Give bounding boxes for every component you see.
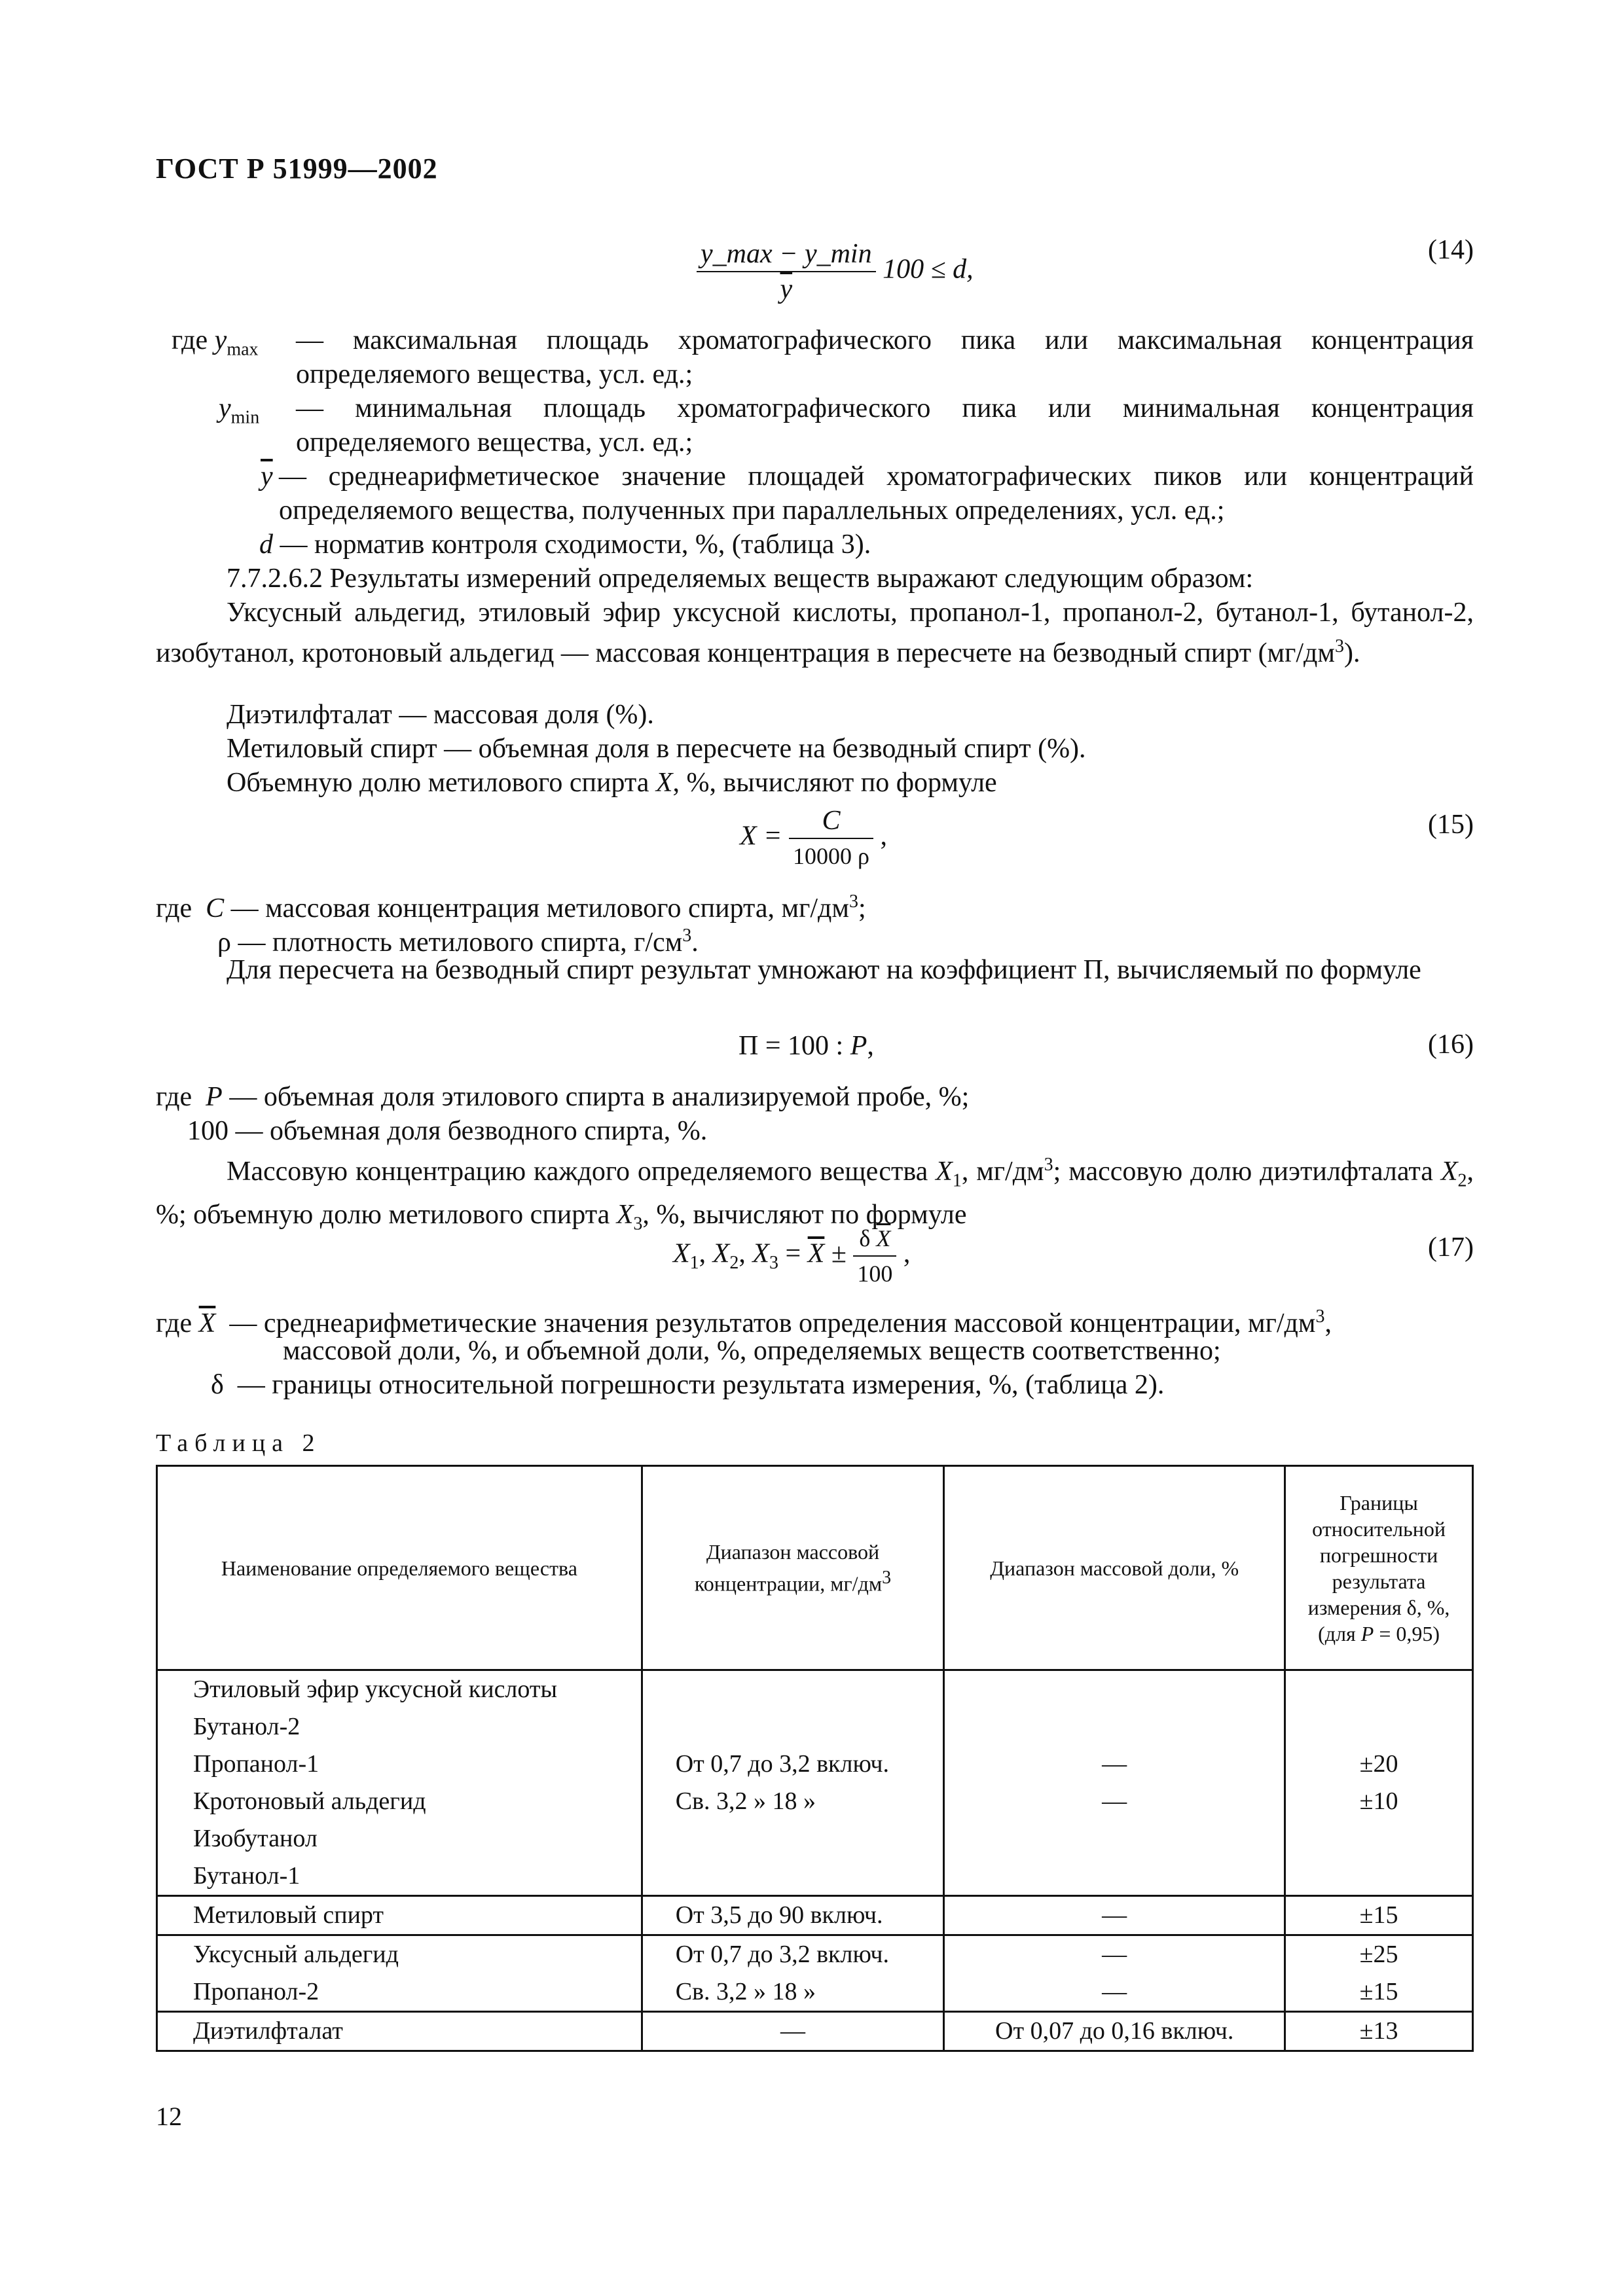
cell-concentration-range: От 0,7 до 3,2 включ. Св. 3,2 » 18 »	[642, 1935, 943, 2012]
equation-number-14: (14)	[1428, 235, 1474, 265]
cell-error: ±20 ±10	[1285, 1670, 1473, 1896]
cell-substances: Этиловый эфир уксусной кислоты Бутанол-2 Пропанол-1 Кротоновый альдегид Изобутанол Бутанол-1	[157, 1670, 642, 1896]
fraction: $\frac{\delta \overline{X}}{100}$	[853, 1221, 896, 1291]
header-relative-error: Границы относительной погрешности результата измерения δ, %, (для P = 0,95)	[1285, 1466, 1473, 1670]
equation-number-15: (15)	[1428, 810, 1474, 840]
numerator: y_max − y_min	[701, 239, 872, 269]
def-delta: δ — границы относительной погрешности результата измерения, %, (таблица 2).	[211, 1370, 1165, 1400]
cell-concentration-range: От 0,7 до 3,2 включ. Св. 3,2 » 18 »	[642, 1670, 943, 1896]
table-header-row	[157, 1466, 1473, 1670]
equation-number-17: (17)	[1428, 1232, 1474, 1263]
ybar-symbol: $\overline{y}$	[261, 461, 273, 492]
paragraph-recalc: Для пересчета на безводный спирт результат умножают на коэффициент П, вычисляемый по формуле	[227, 955, 1421, 985]
def-rho: ρ — плотность метилового спирта, $г/см^3$.	[217, 925, 699, 958]
header-substance: Наименование определяемого вещества	[157, 1466, 642, 1670]
cell-concentration-range: От 3,5 до 90 включ.	[642, 1896, 943, 1935]
cell-substance: Диэтилфталат	[157, 2012, 642, 2051]
def-ymin: — минимальная площадь хроматографического пика или минимальная концентрация определяемого вещества, усл. ед.;	[296, 393, 1474, 457]
equation-15: X = $\frac{C}{10000 \rho}$ ,	[740, 804, 887, 873]
table-2	[156, 1465, 1474, 2052]
def-ymax: — максимальная площадь хроматографического пика или максимальная концентрация определяемого вещества, усл. ед.;	[296, 325, 1474, 389]
paragraph-volume-fraction: Объемную долю метилового спирта X, %, вычисляют по формуле	[227, 768, 997, 798]
table-caption: Таблица 2	[156, 1429, 321, 1457]
cell-error: ±25 ±15	[1285, 1935, 1473, 2012]
cell-fraction-range: От 0,07 до 0,16 включ.	[944, 2012, 1285, 2051]
equation-14	[697, 237, 974, 306]
paragraph-7-7-2-6-2: 7.7.2.6.2 Результаты измерений определяемых веществ выражают следующим образом:	[227, 564, 1254, 594]
fraction: $\frac{C}{10000 \rho}$	[789, 804, 873, 873]
paragraph-substances: Уксусный альдегид, этиловый эфир уксусной кислоты, пропанол-1, пропанол-2, бутанол-1, бутанол-2, изобутанол, кротоновый альдегид — массовая концентрация в пересчете на безводный спирт $(мг/дм^3)$.	[156, 598, 1474, 668]
cell-error: ±15	[1285, 1896, 1473, 1935]
def-d: d — норматив контроля сходимости, %, (таблица 3).	[259, 529, 871, 560]
def-xbar-line2: массовой доли, %, и объемной доли, %, определяемых веществ соответственно;	[283, 1336, 1221, 1366]
cell-error: ±13	[1285, 2012, 1473, 2051]
def-xbar: где $\overline{X}$ — среднеарифметические значения результатов определения массовой концентрации, $мг/дм^3$,	[156, 1306, 1332, 1338]
def-C: где C — массовая концентрация метилового спирта, $мг/дм^3$;	[156, 891, 866, 924]
cell-fraction-range: — —	[944, 1670, 1285, 1896]
cell-substances: Уксусный альдегид Пропанол-2	[157, 1935, 642, 2012]
page-number: 12	[156, 2102, 182, 2131]
paragraph-mass-concentration: Массовую концентрацию каждого определяемого вещества $X_1$, $мг/дм^3$; массовую долю диэтилфталата $X_2$, %; объемную долю метилового спирта $X_3$, %, вычисляют по формуле	[156, 1155, 1474, 1234]
cell-fraction-range: — —	[944, 1935, 1285, 2012]
def-ybar: — среднеарифметическое значение площадей хроматографических пиков или концентраций определяемого вещества, полученных при параллельных определениях, усл. ед.;	[279, 461, 1474, 526]
table-row	[157, 1896, 1473, 1935]
equation-number-16: (16)	[1428, 1030, 1474, 1060]
def-P: где P — объемная доля этилового спирта в анализируемой пробе, %;	[156, 1082, 970, 1112]
document-header: ГОСТ Р 51999—2002	[156, 152, 438, 185]
cell-concentration-range: —	[642, 2012, 943, 2051]
table-row	[157, 1935, 1473, 2012]
def-100: 100 — объемная доля безводного спирта, %.	[187, 1116, 708, 1146]
ymin-symbol: $y_{min}$	[219, 393, 260, 428]
fraction	[697, 237, 876, 306]
equation-17: $X_1$, $X_2$, $X_3 = \overline{X}$ ± $\frac{\delta \overline{X}}{100}$ ,	[673, 1221, 910, 1291]
paragraph-diethylphthalate: Диэтилфталат — массовая доля (%).	[227, 700, 654, 730]
header-mass-fraction: Диапазон массовой доли, %	[944, 1466, 1285, 1670]
cell-substance: Метиловый спирт	[157, 1896, 642, 1935]
denominator: y	[780, 274, 793, 304]
paragraph-methanol: Метиловый спирт — объемная доля в пересчете на безводный спирт (%).	[227, 734, 1086, 764]
equation-16: П = 100 : P,	[739, 1031, 874, 1061]
where-label: где $y_{max}$	[172, 325, 259, 360]
equation-tail: 100 ≤ d,	[883, 254, 974, 285]
table-row	[157, 1670, 1473, 1896]
table-row	[157, 2012, 1473, 2051]
cell-fraction-range: —	[944, 1896, 1285, 1935]
header-mass-concentration: Диапазон массовой концентрации, $мг/дм^3$	[642, 1466, 943, 1670]
